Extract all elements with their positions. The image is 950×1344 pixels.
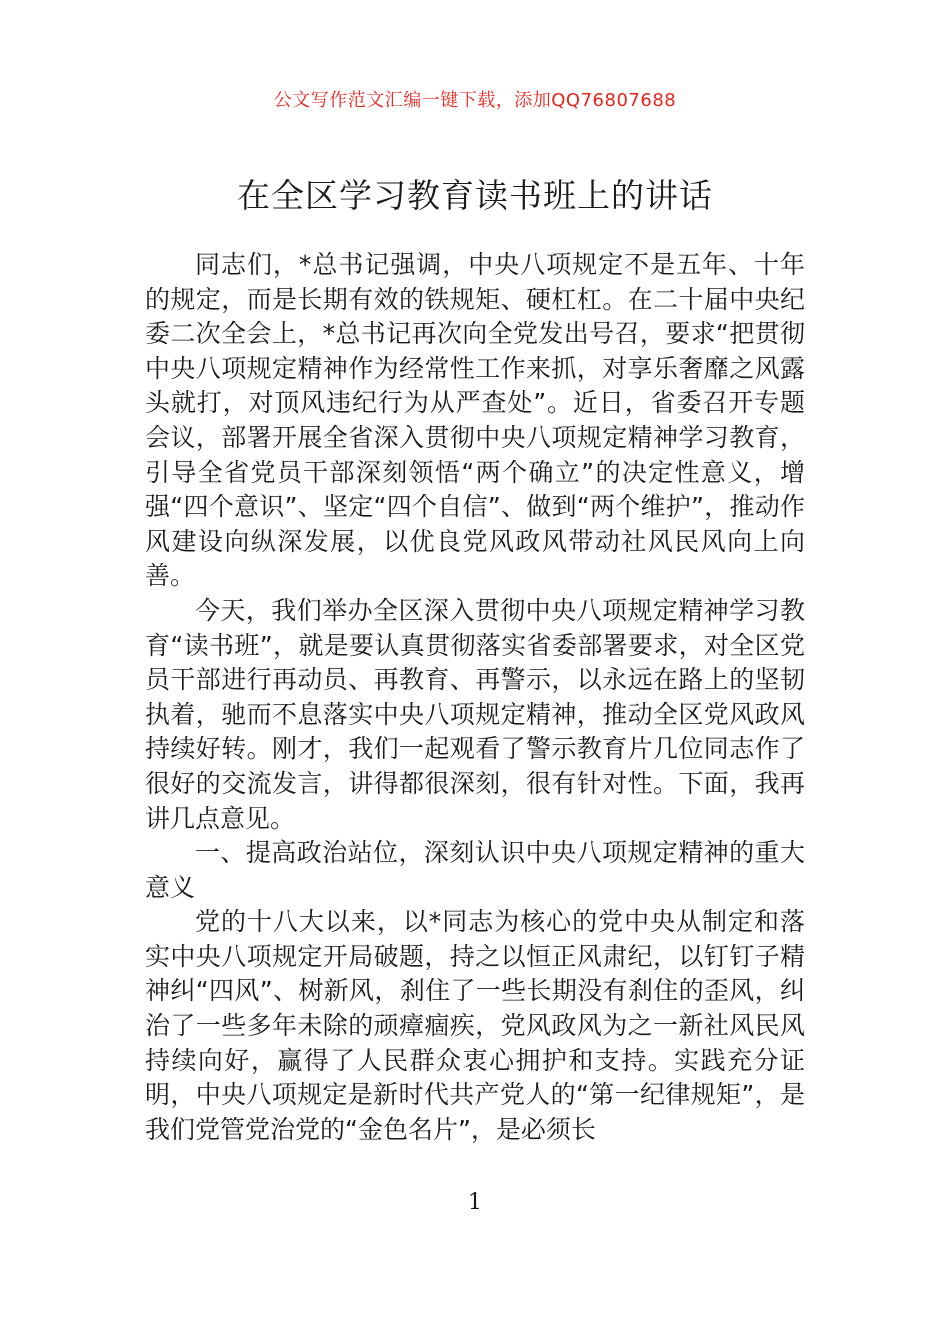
document-body [145, 248, 805, 1147]
paragraph-since-18th: 党的十八大以来，以*同志为核心的党中央从制定和落实中央八项规定开局破题，持之以恒正风肃纪，以钉钉子精神纠“四风”、树新风，刹住了一些长期没有刹住的歪风，纠治了一些多年未除的顽瘴痼疾，党风政风为之一新社风民风持续向好，赢得了人民群众衷心拥护和支持。实践充分证明，中央八项规定是新时代共产党人的“第一纪律规矩”，是我们党管党治党的“金色名片”，是必须长 [145, 907, 805, 1144]
document-title: 在全区学习教育读书班上的讲话 [237, 176, 713, 215]
paragraph-today: 今天，我们举办全区深入贯彻中央八项规定精神学习教育“读书班”，就是要认真贯彻落实省委部署要求，对全区党员干部进行再动员、再教育、再警示，以永远在路上的坚韧执着，驰而不息落实中央八项规定精神，推动全区党风政风持续好转。刚才，我们一起观看了警示教育片几位同志作了很好的交流发言，讲得都很深刻，很有针对性。下面，我再讲几点意见。 [145, 595, 805, 833]
paragraph-opening: 同志们，*总书记强调，中央八项规定不是五年、十年的规定，而是长期有效的铁规矩、硬杠杠。在二十届中央纪委二次全会上，*总书记再次向全党发出号召，要求“把贯彻中央八项规定精神作为经常性工作来抓，对享乐奢靡之风露头就打，对顶风违纪行为从严查处”。近日，省委召开专题会议，部署开展全省深入贯彻中央八项规定精神学习教育，引导全省党员干部深刻领悟“两个确立”的决定性意义，增强“四个意识”、坚定“四个自信”、做到“两个维护”，推动作风建设向纵深发展，以优良党风政风带动社风民风向上向善。 [145, 250, 805, 591]
page-number: 1 [468, 1190, 482, 1215]
download-banner: 公文写作范文汇编一键下载，添加QQ76807688 [273, 90, 677, 111]
section-heading-one: 一、提高政治站位，深刻认识中央八项规定精神的重大意义 [145, 838, 805, 902]
